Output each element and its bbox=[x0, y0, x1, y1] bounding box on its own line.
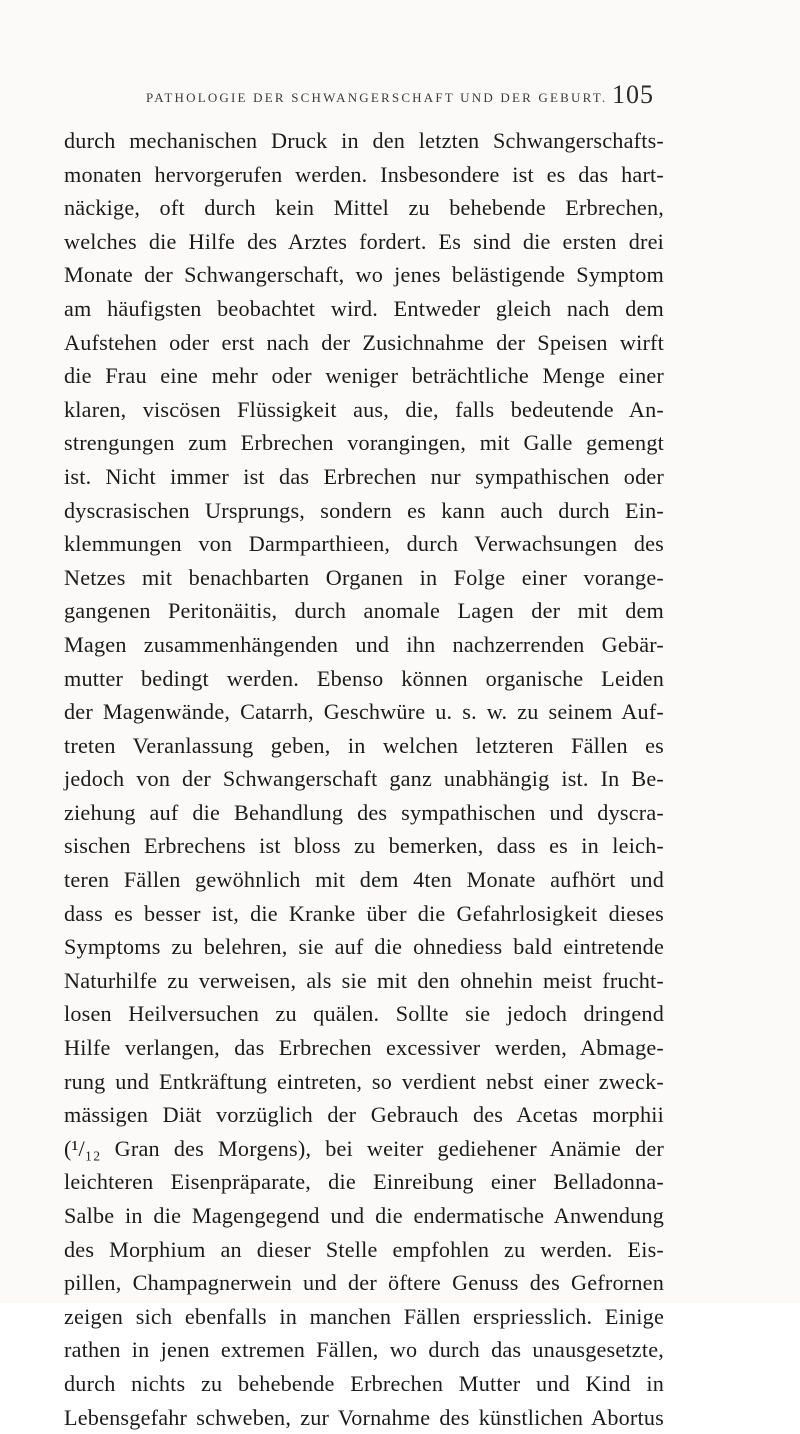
text-line: Netzes mit benachbarten Organen in Folge einer vorange- bbox=[64, 564, 664, 590]
text-line: pillen, Champagnerwein und der öftere Genuss des Gefrornen bbox=[64, 1270, 664, 1296]
text-line: Symptoms zu belehren, sie auf die ohnediess bald eintretende bbox=[64, 934, 664, 960]
text-line: ziehung auf die Behandlung des sympathischen und dyscra- bbox=[64, 799, 664, 825]
text-line: welches die Hilfe des Arztes fordert. Es sind die ersten drei bbox=[64, 228, 664, 254]
text-line: dass es besser ist, die Kranke über die Gefahrlosigkeit dieses bbox=[64, 900, 664, 926]
text-line: gangenen Peritonäitis, durch anomale Lagen der mit dem bbox=[64, 598, 664, 624]
text-line: zeigen sich ebenfalls in manchen Fällen erspriesslich. Einige bbox=[64, 1303, 664, 1329]
text-line: rathen in jenen extremen Fällen, wo durch das unausgesetzte, bbox=[64, 1337, 664, 1363]
text-line: leichteren Eisenpräparate, die Einreibung einer Belladonna- bbox=[64, 1169, 664, 1195]
text-line: dyscrasischen Ursprungs, sondern es kann auch durch Ein- bbox=[64, 497, 664, 523]
text-line: durch mechanischen Druck in den letzten Schwangerschafts- bbox=[64, 128, 664, 153]
text-line: jedoch von der Schwangerschaft ganz unabhängig ist. In Be- bbox=[64, 766, 664, 792]
text-line: Monate der Schwangerschaft, wo jenes belästigende Symptom bbox=[64, 262, 664, 288]
text-line: näckige, oft durch kein Mittel zu behebende Erbrechen, bbox=[64, 195, 664, 221]
text-line: die Frau eine mehr oder weniger beträchtliche Menge einer bbox=[64, 363, 664, 389]
text-line: klemmungen von Darmparthieen, durch Verwachsungen des bbox=[64, 531, 664, 557]
text-line: Salbe in die Magengegend und die endermatische Anwendung bbox=[64, 1203, 664, 1228]
text-line: Hilfe verlangen, das Erbrechen excessiver werden, Abmage- bbox=[64, 1035, 664, 1061]
text-line: Magen zusammenhängenden und ihn nachzerrenden Gebär- bbox=[64, 631, 664, 657]
text-line: mutter bedingt werden. Ebenso können organische Leiden bbox=[64, 665, 664, 691]
text-line: treten Veranlassung geben, in welchen letzteren Fällen es bbox=[64, 732, 664, 758]
running-head-title: PATHOLOGIE DER SCHWANGERSCHAFT UND DER GEBURT. bbox=[146, 90, 608, 105]
text-line: durch nichts zu behebende Erbrechen Mutter und Kind in bbox=[64, 1370, 664, 1396]
text-line: der Magenwände, Catarrh, Geschwüre u. s. w. zu seinem Auf- bbox=[64, 699, 664, 725]
body-paragraph bbox=[64, 124, 664, 1434]
text-line: (¹/₁₂ Gran des Morgens), bei weiter gediehener Anämie der bbox=[64, 1135, 664, 1161]
text-line: monaten hervorgerufen werden. Insbesondere ist es das hart- bbox=[64, 161, 664, 187]
text-line: am häufigsten beobachtet wird. Entweder gleich nach dem bbox=[64, 295, 664, 321]
text-line: klaren, viscösen Flüssigkeit aus, die, falls bedeutende An- bbox=[64, 396, 664, 422]
text-line: losen Heilversuchen zu quälen. Sollte sie jedoch dringend bbox=[64, 1001, 664, 1027]
text-line: ist. Nicht immer ist das Erbrechen nur sympathischen oder bbox=[64, 463, 664, 489]
text-line: sischen Erbrechens ist bloss zu bemerken, dass es in leich- bbox=[64, 833, 664, 859]
text-line: Naturhilfe zu verweisen, als sie mit den ohnehin meist frucht- bbox=[64, 967, 664, 993]
page-number: 105 bbox=[612, 80, 654, 109]
text-line: teren Fällen gewöhnlich mit dem 4ten Monate aufhört und bbox=[64, 867, 664, 893]
text-line: mässigen Diät vorzüglich der Gebrauch des Acetas morphii bbox=[64, 1102, 664, 1128]
text-line: rung und Entkräftung eintreten, so verdient nebst einer zweck- bbox=[64, 1068, 664, 1094]
text-line: Lebensgefahr schweben, zur Vornahme des künstlichen Abortus bbox=[64, 1404, 664, 1430]
text-line: des Morphium an dieser Stelle empfohlen zu werden. Eis- bbox=[64, 1236, 664, 1262]
text-line: strengungen zum Erbrechen vorangingen, mit Galle gemengt bbox=[64, 430, 664, 456]
text-line: Aufstehen oder erst nach der Zusichnahme der Speisen wirft bbox=[64, 329, 664, 355]
running-head bbox=[146, 80, 654, 110]
